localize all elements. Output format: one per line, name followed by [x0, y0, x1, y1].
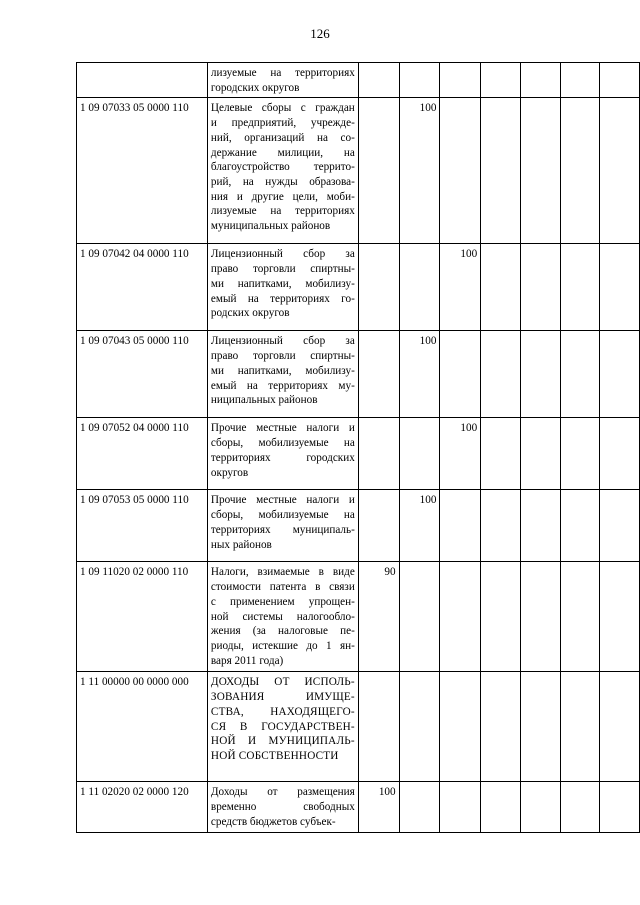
table-row	[77, 562, 640, 672]
percent-cell	[600, 63, 640, 98]
table-body	[77, 63, 640, 833]
percent-cell: 100	[399, 490, 440, 562]
budget-code-cell: 1 11 02020 02 0000 120	[77, 782, 208, 832]
percent-cell	[399, 562, 440, 672]
budget-code-cell: 1 09 07052 04 0000 110	[77, 418, 208, 490]
name-line: СЯ В ГОСУДАРСТВЕН-	[210, 720, 355, 733]
budget-code-cell: 1 09 07043 05 0000 110	[77, 331, 208, 418]
table-row	[77, 418, 640, 490]
percent-cell	[358, 418, 399, 490]
percent-cell	[358, 63, 399, 98]
percent-cell	[560, 782, 600, 832]
name-line: сборы, мобилизуемые на	[210, 437, 355, 450]
income-name-cell	[207, 490, 358, 562]
name-line: Лицензионный сбор за	[210, 248, 355, 261]
percent-cell: 90	[358, 562, 399, 672]
name-line: СТВА, НАХОДЯЩЕГО-	[210, 705, 355, 718]
name-line: ной системы налогообло-	[210, 610, 355, 623]
income-name-cell	[207, 98, 358, 244]
name-line: территориях муниципаль-	[210, 523, 355, 536]
name-line: округов	[210, 466, 249, 479]
percent-cell	[399, 418, 440, 490]
name-line: ниципальных районов	[210, 394, 318, 407]
income-name-cell	[207, 782, 358, 832]
page-number: 126	[310, 26, 330, 41]
percent-cell	[520, 98, 560, 244]
name-line: право торговли спиртны-	[210, 263, 355, 276]
name-line: рий, на нужды образова-	[210, 175, 355, 188]
percent-cell	[358, 672, 399, 782]
percent-cell	[481, 672, 521, 782]
percent-cell	[560, 331, 600, 418]
percent-cell	[520, 672, 560, 782]
percent-cell	[440, 562, 481, 672]
table-row	[77, 331, 640, 418]
percent-cell	[600, 418, 640, 490]
table-row	[77, 98, 640, 244]
name-line: НОЙ СОБСТВЕННОСТИ	[210, 749, 339, 762]
percent-cell	[440, 331, 481, 418]
budget-code-cell: 1 09 07033 05 0000 110	[77, 98, 208, 244]
income-name-cell	[207, 672, 358, 782]
name-line: варя 2011 года)	[210, 654, 284, 667]
name-line: с применением упрощен-	[210, 595, 355, 608]
name-line: Доходы от размещения	[210, 786, 355, 799]
income-name-cell	[207, 418, 358, 490]
name-line: ний, организаций на со-	[210, 131, 355, 144]
percent-cell	[560, 63, 600, 98]
percent-cell	[481, 782, 521, 832]
income-name-cell	[207, 331, 358, 418]
percent-cell: 100	[358, 782, 399, 832]
name-line: средств бюджетов субъек-	[210, 815, 336, 828]
name-line: емый на территориях го-	[210, 292, 355, 305]
name-line: лизуемые на территориях	[210, 205, 355, 218]
percent-cell	[600, 244, 640, 331]
table-row	[77, 244, 640, 331]
percent-cell	[440, 490, 481, 562]
name-line: лизуемые на территориях	[210, 67, 355, 79]
percent-cell	[560, 490, 600, 562]
percent-cell	[520, 63, 560, 98]
name-line: благоустройство террито-	[210, 161, 355, 174]
name-line: муниципальных районов	[210, 220, 331, 233]
percent-cell	[481, 418, 521, 490]
name-line: родских округов	[210, 307, 290, 320]
table-row	[77, 782, 640, 832]
percent-cell: 100	[440, 418, 481, 490]
percent-cell	[600, 782, 640, 832]
name-line: жения (за налоговые пе-	[210, 625, 355, 638]
budget-code-cell: 1 09 11020 02 0000 110	[77, 562, 208, 672]
percent-cell	[399, 672, 440, 782]
percent-cell	[440, 98, 481, 244]
percent-cell	[358, 490, 399, 562]
name-line: временно свободных	[210, 801, 355, 814]
table-row	[77, 63, 640, 98]
name-line: территориях городских	[210, 451, 355, 464]
budget-table	[76, 62, 640, 833]
name-line: и предприятий, учрежде-	[210, 117, 355, 130]
name-line: Налоги, взимаемые в виде	[210, 566, 355, 579]
name-line: емый на территориях му-	[210, 379, 355, 392]
percent-cell: 100	[440, 244, 481, 331]
percent-cell: 100	[399, 98, 440, 244]
income-name-cell	[207, 244, 358, 331]
percent-cell	[560, 98, 600, 244]
percent-cell	[358, 244, 399, 331]
table-row	[77, 672, 640, 782]
percent-cell	[440, 782, 481, 832]
percent-cell	[481, 63, 521, 98]
percent-cell	[560, 562, 600, 672]
income-name-cell	[207, 562, 358, 672]
percent-cell	[358, 98, 399, 244]
budget-code-cell: 1 09 07053 05 0000 110	[77, 490, 208, 562]
name-line: сборы, мобилизуемые на	[210, 509, 355, 522]
budget-code-cell: 1 09 07042 04 0000 110	[77, 244, 208, 331]
name-line: ЗОВАНИЯ ИМУЩЕ-	[210, 691, 355, 704]
name-line: Прочие местные налоги и	[210, 422, 355, 435]
percent-cell	[600, 490, 640, 562]
percent-cell	[520, 331, 560, 418]
percent-cell	[600, 562, 640, 672]
percent-cell	[520, 562, 560, 672]
percent-cell	[399, 244, 440, 331]
percent-cell	[600, 98, 640, 244]
percent-cell	[600, 331, 640, 418]
name-line: городских округов	[210, 81, 300, 94]
name-line: Прочие местные налоги и	[210, 494, 355, 507]
name-line: Лицензионный сбор за	[210, 335, 355, 348]
name-line: ДОХОДЫ ОТ ИСПОЛЬ-	[210, 676, 355, 689]
percent-cell	[481, 562, 521, 672]
budget-code-cell	[77, 63, 208, 98]
percent-cell	[399, 782, 440, 832]
percent-cell	[440, 63, 481, 98]
percent-cell	[560, 672, 600, 782]
percent-cell: 100	[399, 331, 440, 418]
name-line: держание милиции, на	[210, 146, 355, 159]
percent-cell	[481, 490, 521, 562]
percent-cell	[560, 418, 600, 490]
percent-cell	[440, 672, 481, 782]
percent-cell	[481, 98, 521, 244]
percent-cell	[600, 672, 640, 782]
percent-cell	[520, 418, 560, 490]
percent-cell	[481, 244, 521, 331]
name-line: НОЙ И МУНИЦИПАЛЬ-	[210, 735, 355, 748]
table-row	[77, 490, 640, 562]
name-line: право торговли спиртны-	[210, 350, 355, 363]
percent-cell	[520, 782, 560, 832]
name-line: Целевые сборы с граждан	[210, 102, 355, 115]
percent-cell	[520, 244, 560, 331]
percent-cell	[560, 244, 600, 331]
budget-code-cell: 1 11 00000 00 0000 000	[77, 672, 208, 782]
name-line: риоды, истекшие до 1 ян-	[210, 639, 355, 652]
percent-cell	[399, 63, 440, 98]
name-line: ния и другие цели, моби-	[210, 190, 355, 203]
percent-cell	[481, 331, 521, 418]
income-name-cell	[207, 63, 358, 98]
percent-cell	[358, 331, 399, 418]
name-line: ми напитками, мобилизу-	[210, 277, 355, 290]
name-line: ми напитками, мобилизу-	[210, 364, 355, 377]
name-line: стоимости патента в связи	[210, 581, 355, 594]
name-line: ных районов	[210, 538, 272, 551]
percent-cell	[520, 490, 560, 562]
